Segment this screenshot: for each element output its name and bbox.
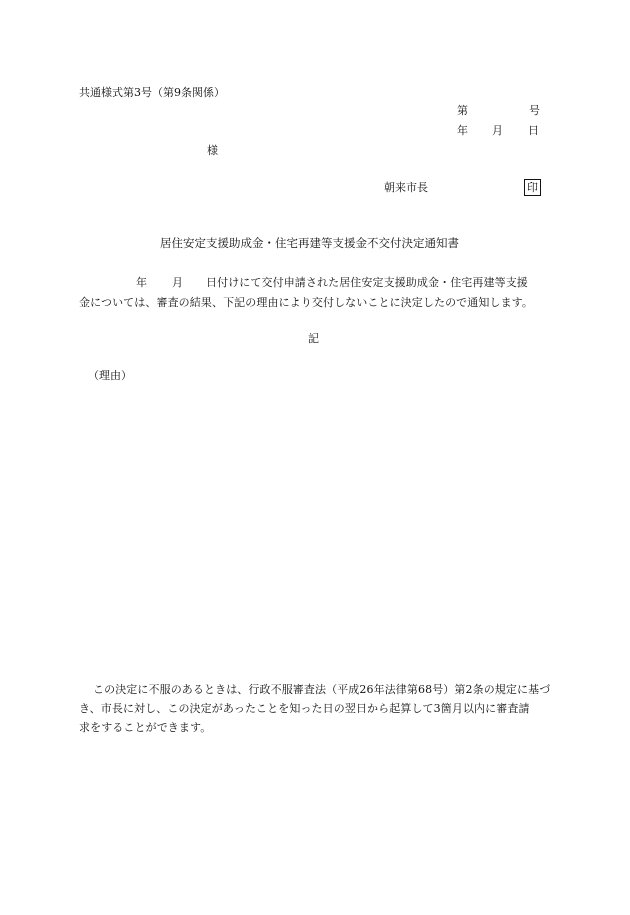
body-line-1: 日付けにて交付申請された居住安定支援助成金・住宅再建等支援 — [206, 276, 528, 289]
form-number: 共通様式第3号（第9条関係） — [79, 86, 225, 99]
notice-line-3: 求をすることができます。 — [79, 721, 212, 734]
body-year-label: 年 — [136, 276, 148, 289]
notice-line-2: き、市長に対し、この決定があったことを知った日の翌日から起算して3箇月以内に審査請 — [79, 702, 530, 715]
reason-label: （理由） — [88, 369, 132, 382]
document-title: 居住安定支援助成金・住宅再建等支援金不交付決定通知書 — [160, 236, 459, 250]
date-year-label: 年 — [457, 124, 468, 137]
sender-name: 朝来市長 — [384, 181, 428, 194]
date-day-label: 日 — [528, 124, 539, 137]
notice-line-1: この決定に不服のあるときは、行政不服審査法（平成26年法律第68号）第2条の規定に基づ — [93, 683, 551, 696]
body-month-label: 月 — [172, 276, 184, 289]
seal-label: 印 — [524, 179, 541, 196]
seal-mark — [524, 179, 541, 196]
date-month-label: 月 — [492, 124, 503, 137]
addressee-honorific: 様 — [207, 144, 218, 157]
doc-number-prefix: 第 — [457, 104, 468, 117]
body-line-2: 金については、審査の結果、下記の理由により交付しないことに決定したので通知します。 — [79, 296, 533, 309]
ki-heading: 記 — [308, 332, 319, 345]
doc-number-suffix: 号 — [529, 104, 540, 117]
